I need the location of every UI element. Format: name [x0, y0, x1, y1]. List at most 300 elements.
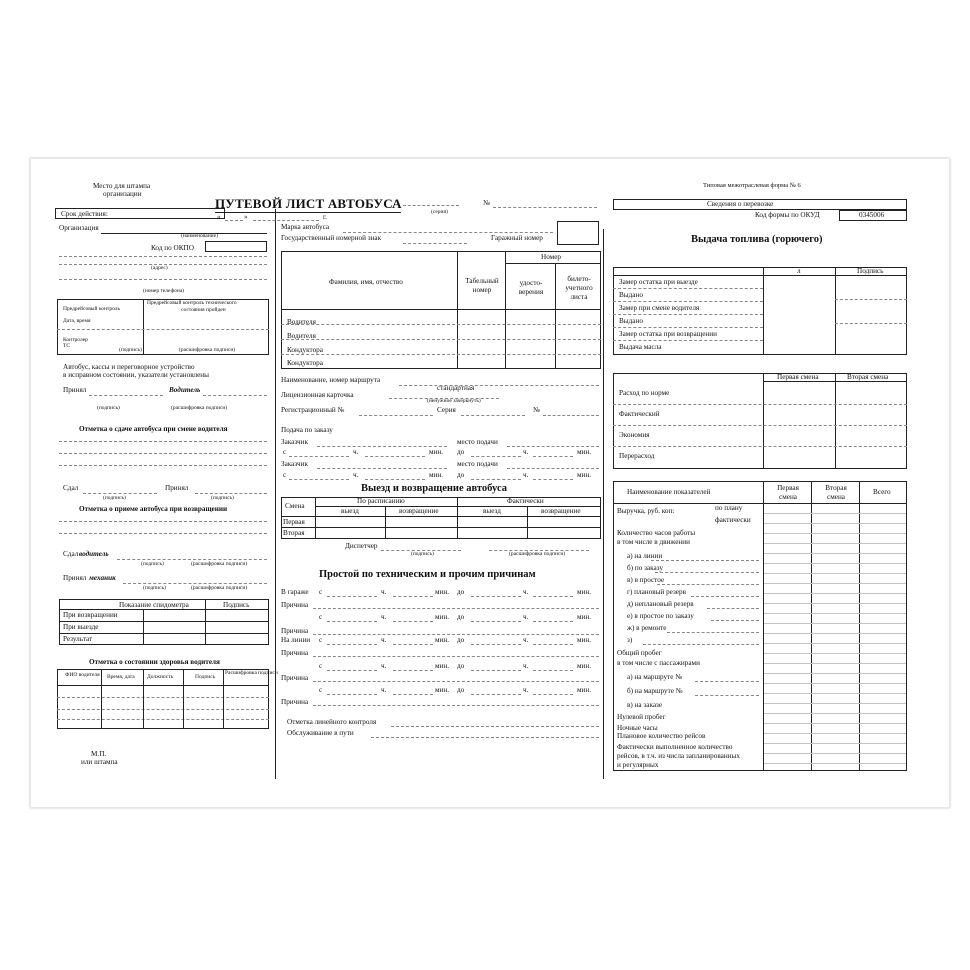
fuel-row-1: Замер остатка при выезде	[619, 278, 698, 286]
crew-table	[281, 251, 601, 369]
reg-no-value-line[interactable]	[543, 415, 599, 416]
year-label: г.	[323, 213, 327, 221]
gave-driver-line[interactable]	[117, 559, 267, 560]
transport-info-label: Сведения о перевозке	[707, 200, 774, 208]
dt2-line-a[interactable]	[327, 621, 377, 622]
time-c-2-h-line[interactable]	[289, 479, 349, 480]
item-e: д) неплановый резерв	[627, 600, 694, 608]
dt5-line-b[interactable]	[393, 694, 433, 695]
gave-label: Сдал	[63, 484, 79, 492]
dt3-line-a[interactable]	[327, 644, 377, 645]
dt3-line-c[interactable]	[471, 644, 521, 645]
stamp-place-label: Место для штампа	[93, 182, 151, 190]
consumption-col-1	[763, 373, 764, 469]
reg-number-line[interactable]	[403, 243, 467, 244]
time-c-1-min-line[interactable]	[365, 456, 425, 457]
exit-title: Выезд и возвращение автобуса	[361, 483, 507, 494]
brand-label: Марка автобуса	[281, 223, 330, 231]
time-c-2: с	[283, 471, 287, 479]
handover-title: Отметка о сдаче автобуса при смене водителя	[79, 425, 228, 433]
fuel-sign-line-2	[835, 323, 907, 324]
garage-number-label: Гаражный номер	[491, 234, 543, 242]
time-h-2: ч.	[353, 471, 359, 479]
crew-row-3	[281, 354, 601, 355]
item-a: а) на линии	[627, 552, 663, 560]
actual-trips-label-1: Фактически выполненное количество	[617, 743, 733, 751]
item-d-line	[691, 596, 759, 597]
consumption-table	[613, 373, 907, 469]
dt5-reason-line[interactable]	[313, 705, 599, 706]
dt3-line-d[interactable]	[533, 644, 573, 645]
dt4-h2: ч.	[523, 662, 529, 670]
license-card-label: Лицензионная карточка	[281, 391, 354, 399]
standard-label: стандартная	[437, 384, 475, 392]
time-h-2b: ч.	[523, 471, 529, 479]
item-d: г) плановый резерв	[627, 588, 686, 596]
accepted-mech-label: Принял	[63, 574, 87, 582]
dt3-line-b[interactable]	[393, 644, 433, 645]
number-sign: №	[483, 199, 490, 207]
actual-trips-label-3: и регулярных	[617, 761, 659, 769]
line-control-line[interactable]	[391, 726, 599, 727]
reg-no-sign: №	[533, 406, 540, 414]
dt4-h: ч.	[381, 662, 387, 670]
handover-line-1[interactable]	[59, 441, 267, 442]
mileage-item-a-line[interactable]	[695, 681, 759, 682]
fuel-row-line-1	[613, 288, 763, 289]
depart-header-2: выезд	[483, 507, 501, 515]
time-to-1: до	[457, 448, 465, 456]
supply-place-1: место подачи	[457, 438, 498, 446]
dt4-line-d[interactable]	[533, 670, 573, 671]
supply-place-2-line[interactable]	[507, 468, 599, 469]
dt4-line-a[interactable]	[327, 670, 377, 671]
dt5-h: ч.	[381, 686, 387, 694]
dt3-h2: ч.	[523, 636, 529, 644]
accepted-decode: (расшифровка подписи)	[171, 405, 228, 411]
handover-line-3[interactable]	[59, 465, 267, 466]
dt2-reason-line[interactable]	[313, 634, 599, 635]
schedule-header: По расписанию	[357, 497, 405, 505]
ticket-sheet-header: билето-учетного листа	[565, 275, 593, 301]
speedometer-col-2	[205, 599, 206, 645]
health-row-2	[57, 709, 269, 710]
zero-mileage-label: Нулевой пробег	[617, 713, 666, 721]
handover-line-2[interactable]	[59, 453, 267, 454]
health-col-sign: Подпись	[195, 674, 216, 680]
result-label: Результат	[63, 635, 93, 643]
fuel-row-2: Выдано	[619, 291, 643, 299]
okud-label: Код формы по ОКУД	[755, 211, 820, 219]
dt2-line-c[interactable]	[471, 621, 521, 622]
dt3-c: с	[319, 636, 323, 644]
gave-driver-label: Сдал	[63, 550, 79, 558]
reg-number-label: Государственный номерной знак	[281, 234, 382, 242]
dt1-line-c[interactable]	[471, 596, 521, 597]
series-hint: (серия)	[431, 209, 448, 215]
accepted-2-signature: (подпись)	[211, 495, 234, 501]
item-b: б) по заказу	[627, 564, 663, 572]
consumption-economy: Экономия	[619, 431, 650, 439]
dt1-min2: мин.	[577, 588, 592, 596]
pre-trip-tech-label-2: состояния пройден	[181, 307, 226, 313]
indicators-second-shift: Вторая смена	[825, 484, 847, 501]
fuel-sign-line-1	[835, 299, 907, 300]
health-col-2	[143, 669, 144, 729]
on-return-label: При возвращении	[63, 611, 118, 619]
okpo-box[interactable]	[205, 241, 267, 252]
phone-hint: (номер телефона)	[143, 288, 185, 294]
speedometer-sign: Подпись	[223, 601, 250, 609]
accepted-sign-line[interactable]	[89, 395, 163, 396]
route-line[interactable]	[399, 385, 599, 386]
series-value-line[interactable]	[461, 415, 525, 416]
exit-table	[281, 497, 601, 539]
fuel-row-3: Замер при смене водителя	[619, 304, 700, 312]
accepted-mech-line[interactable]	[123, 583, 267, 584]
item-g-line	[667, 632, 759, 633]
dt2-to: до	[457, 613, 465, 621]
accepted-2-label: Принял	[165, 484, 189, 492]
pre-trip-signature: (подпись)	[119, 347, 142, 353]
mileage-item-c: в) на заказе	[627, 701, 663, 709]
dt1-c: с	[319, 588, 323, 596]
revenue-plan: по плану	[715, 504, 743, 512]
exit-col-shift	[315, 497, 316, 539]
health-col-time: Время, дата	[107, 674, 135, 680]
return-title: Отметка о приеме автобуса при возвращении	[79, 505, 228, 513]
customer-1-label: Заказчик	[281, 438, 309, 446]
actual-trips-label-2: рейсов, в т.ч. из числа запланированных	[617, 752, 740, 760]
indicators-total: Всего	[873, 488, 891, 496]
time-min-1: мин.	[429, 448, 444, 456]
fuel-row-line-5	[613, 340, 763, 341]
mechanic-role: механик	[89, 574, 116, 582]
date-quote-close: »	[244, 213, 248, 221]
pre-trip-decode: (расшифровка подписи)	[179, 347, 236, 353]
indicators-name-header: Наименование показателей	[627, 488, 711, 496]
health-col-1	[101, 669, 102, 729]
dt2-c: с	[319, 613, 323, 621]
accepted-signature: (подпись)	[97, 405, 120, 411]
time-to-2: до	[457, 471, 465, 479]
pre-trip-divider	[143, 299, 144, 355]
pre-trip-tech-label: Предрейсовый контроль технического	[147, 300, 237, 306]
gave-line[interactable]	[83, 493, 157, 494]
work-hours-label: Количество часов работы	[617, 529, 696, 537]
brand-line[interactable]	[343, 232, 553, 233]
line-control-label: Отметка линейного контроля	[287, 718, 377, 726]
reg-no-label: Регистрационный №	[281, 406, 345, 414]
fio-header: Фамилия, имя, отчество	[329, 278, 403, 286]
downtime-title: Простой по техническим и прочим причинам	[319, 569, 536, 580]
downtime-reason-3: Причина	[281, 649, 309, 657]
exit-col-sched	[385, 506, 386, 539]
dt5-min2: мин.	[577, 686, 592, 694]
item-c: в) в простое	[627, 576, 665, 584]
org-line-2[interactable]	[59, 256, 267, 257]
dispatcher-signature: (подпись)	[411, 551, 434, 557]
accepted-mech-signature: (подпись)	[143, 585, 166, 591]
okud-code: 0345006	[859, 211, 885, 219]
downtime-garage: В гараже	[281, 588, 309, 596]
date-quote-open: «	[217, 213, 221, 221]
customer-1-line[interactable]	[317, 446, 447, 447]
dt1-min: мин.	[435, 588, 450, 596]
number-line[interactable]	[493, 207, 597, 208]
dt2-min: мин.	[435, 613, 450, 621]
crew-col-tab	[457, 251, 458, 369]
item-f: е) в простое по заказу	[627, 612, 694, 620]
crew-row-1	[281, 324, 601, 325]
bus-ok-text-1: Автобус, кассы и переговорное устройство	[63, 363, 195, 371]
shift-header: Смена	[285, 502, 305, 510]
date-time-label: Дата, время	[63, 318, 91, 324]
fuel-title: Выдача топлива (горючего)	[691, 234, 823, 245]
accepted-mech-decode: (расшифровка подписи)	[191, 585, 248, 591]
revenue-actual: фактически	[715, 516, 751, 524]
downtime-reason-1: Причина	[281, 601, 309, 609]
waybill-sheet	[30, 158, 950, 808]
driver-label: Водитель	[169, 386, 201, 394]
return-line-1[interactable]	[59, 521, 267, 522]
accepted-2-line[interactable]	[195, 493, 267, 494]
item-z: з)	[627, 636, 633, 644]
consumption-second-shift: Вторая смена	[847, 373, 889, 381]
mileage-item-b: б) на маршруте №	[627, 687, 683, 695]
downtime-reason-5: Причина	[281, 698, 309, 706]
or-stamp-label: или штампа	[81, 758, 118, 766]
fuel-row-4: Выдано	[619, 317, 643, 325]
dt1-line-a[interactable]	[327, 596, 377, 597]
consumption-row-line-1	[613, 404, 907, 405]
garage-number-box[interactable]	[557, 221, 599, 245]
health-row-3	[57, 719, 269, 720]
service-label: Обслуживание в пути	[287, 729, 354, 737]
dt4-min: мин.	[435, 662, 450, 670]
fuel-row-line-4	[613, 327, 763, 328]
dt3-min: мин.	[435, 636, 450, 644]
dt4-to: до	[457, 662, 465, 670]
exit-header-line-2	[281, 516, 601, 517]
address-hint: (адрес)	[151, 265, 168, 271]
mp-label: М.П.	[91, 750, 107, 758]
dt5-c: с	[319, 686, 323, 694]
health-col-4	[223, 669, 224, 729]
health-col-fio: ФИО водителя	[65, 672, 100, 678]
org-line-4[interactable]	[59, 279, 267, 280]
role-driver-2: Водителя	[287, 332, 316, 340]
indicators-grid	[764, 504, 906, 770]
stamp-place-label-2: организации	[103, 190, 142, 198]
supply-place-1-line[interactable]	[507, 446, 599, 447]
time-h-1: ч.	[353, 448, 359, 456]
fuel-col-liters	[763, 267, 764, 355]
item-f-line	[711, 620, 759, 621]
dt5-line-a[interactable]	[327, 694, 377, 695]
item-c-line	[657, 584, 759, 585]
actual-header: Фактически	[507, 497, 544, 505]
unnecessary-hint: (ненужное зачеркнуть)	[427, 398, 481, 404]
consumption-col-2	[835, 373, 836, 469]
right-column-divider	[603, 229, 604, 779]
ts-label: ТС	[63, 343, 71, 349]
incl-move-label: в том числе в движении	[617, 538, 690, 546]
speedometer-col-1	[143, 609, 144, 645]
typical-form-label: Типовая межотраслевая форма № 6	[703, 182, 801, 189]
role-driver-1: Водителя	[287, 318, 316, 326]
mileage-item-b-line[interactable]	[695, 695, 759, 696]
month-line[interactable]	[253, 220, 319, 221]
dt2-h: ч.	[381, 613, 387, 621]
dt3-to: до	[457, 636, 465, 644]
item-a-line	[651, 560, 759, 561]
fuel-liters-header: л	[797, 267, 801, 275]
dt2-line-d[interactable]	[533, 621, 573, 622]
fuel-col-sign	[835, 267, 836, 355]
crew-number-line	[505, 263, 601, 264]
consumption-row-line-3	[613, 446, 907, 447]
health-title: Отметка о состоянии здоровья водителя	[89, 658, 220, 666]
title-underline	[215, 212, 401, 213]
series-label: Серия	[437, 406, 456, 414]
dt4-reason-line[interactable]	[313, 681, 599, 682]
validity-label: Срок действия:	[61, 210, 108, 218]
shift-second: Вторая	[283, 529, 305, 537]
okpo-label: Код по ОКПО	[151, 244, 194, 252]
time-to-1-h-line[interactable]	[471, 456, 521, 457]
day-line[interactable]	[225, 220, 243, 221]
indicators-first-shift: Первая смена	[777, 484, 799, 501]
time-to-2-min-line[interactable]	[533, 479, 573, 480]
gave-driver-decode: (расшифровка подписи)	[191, 561, 248, 567]
dt1-h2: ч.	[523, 588, 529, 596]
return-line-2[interactable]	[59, 533, 267, 534]
item-g: ж) в ремонте	[627, 624, 667, 632]
on-exit-label: При выезде	[63, 623, 99, 631]
dt4-line-c[interactable]	[471, 670, 521, 671]
time-h-1b: ч.	[523, 448, 529, 456]
dt5-min: мин.	[435, 686, 450, 694]
exit-row-line	[281, 527, 601, 528]
dt2-min2: мин.	[577, 613, 592, 621]
accepted-decode-line[interactable]	[203, 395, 267, 396]
reg-no-line[interactable]	[359, 415, 433, 416]
speedometer-title: Показание спидометра	[119, 601, 189, 609]
revenue-label: Выручка, руб. коп:	[617, 507, 675, 515]
dispatcher-decode: (расшифровка подписи)	[509, 551, 566, 557]
consumption-row-line-2	[613, 425, 907, 426]
returning-header-2: возвращение	[541, 507, 581, 515]
series-line[interactable]	[403, 205, 459, 206]
dt4-min2: мин.	[577, 662, 592, 670]
gave-driver-signature: (подпись)	[141, 561, 164, 567]
dt5-line-c[interactable]	[471, 694, 521, 695]
shift-first: Первая	[283, 518, 305, 526]
fuel-row-line-2	[613, 301, 763, 302]
dt5-line-d[interactable]	[533, 694, 573, 695]
consumption-norm: Расход по норме	[619, 389, 670, 397]
health-row-1	[57, 697, 269, 698]
downtime-reason-2: Причина	[281, 627, 309, 635]
dt3-min2: мин.	[577, 636, 592, 644]
time-to-1-min-line[interactable]	[533, 456, 573, 457]
consumption-actual: Фактический	[619, 410, 660, 418]
item-z-line[interactable]	[643, 644, 759, 645]
crew-number-left	[505, 251, 506, 263]
health-col-position: Должность	[147, 674, 174, 680]
time-c-1: с	[283, 448, 287, 456]
dt1-to: до	[457, 588, 465, 596]
certificate-header: удосто-верения	[518, 279, 544, 296]
bus-ok-text-2: в исправном состоянии, указатели установлены	[63, 371, 209, 379]
night-hours-label: Ночные часы	[617, 724, 658, 732]
gave-signature: (подпись)	[103, 495, 126, 501]
dt1-line-b[interactable]	[393, 596, 433, 597]
mileage-item-a: а) на маршруте №	[627, 673, 683, 681]
dt1-reason-line[interactable]	[313, 608, 599, 609]
crew-header-line	[281, 309, 601, 310]
crew-row-2	[281, 339, 601, 340]
planned-trips-label: Плановое количество рейсов	[617, 732, 706, 740]
service-line[interactable]	[371, 737, 599, 738]
dt3-h: ч.	[381, 636, 387, 644]
order-supply-label: Подача по заказу	[281, 426, 333, 434]
supply-place-2: место подачи	[457, 460, 498, 468]
speedometer-row-line-2	[59, 633, 269, 634]
dt4-c: с	[319, 662, 323, 670]
pre-trip-label: Предрейсовый контроль	[63, 306, 121, 312]
dt1-line-d[interactable]	[533, 596, 573, 597]
dt5-to: до	[457, 686, 465, 694]
time-min-2: мин.	[429, 471, 444, 479]
health-header-line	[57, 685, 269, 686]
dt5-h2: ч.	[523, 686, 529, 694]
speedometer-row-line-1	[59, 621, 269, 622]
with-passengers-label: в том числе с пассажирами	[617, 659, 700, 667]
organization-label: Организация	[59, 224, 99, 232]
pre-trip-line	[57, 329, 269, 330]
time-min-1b: мин.	[577, 448, 592, 456]
accepted-label: Принял	[63, 386, 87, 394]
dt3-reason-line[interactable]	[313, 656, 599, 657]
dt1-h: ч.	[381, 588, 387, 596]
customer-2-label: Заказчик	[281, 460, 309, 468]
controller-label: Контролер	[63, 337, 88, 343]
dt4-line-b[interactable]	[393, 670, 433, 671]
time-c-2-min-line[interactable]	[365, 479, 425, 480]
exit-col-fact	[527, 506, 528, 539]
fuel-row-line-3	[613, 314, 763, 315]
organization-hint: (наименование)	[181, 233, 218, 239]
health-col-decode: Расшифровка подписи	[225, 670, 278, 676]
item-e-line	[707, 608, 759, 609]
depart-header-1: выезд	[341, 507, 359, 515]
customer-2-line[interactable]	[317, 468, 447, 469]
consumption-first-shift: Первая смена	[777, 373, 819, 381]
returning-header-1: возвращение	[399, 507, 439, 515]
health-col-3	[183, 669, 184, 729]
time-c-1-h-line[interactable]	[289, 456, 349, 457]
total-mileage-label: Общий пробег	[617, 649, 662, 657]
dispatcher-label: Диспетчер	[345, 542, 378, 550]
dt2-line-b[interactable]	[393, 621, 433, 622]
left-column-divider	[275, 209, 276, 779]
consumption-overuse: Перерасход	[619, 452, 655, 460]
time-to-2-h-line[interactable]	[471, 479, 521, 480]
fuel-row-5: Замер остатка при возвращении	[619, 330, 717, 338]
role-conductor-1: Кондуктора	[287, 346, 323, 354]
